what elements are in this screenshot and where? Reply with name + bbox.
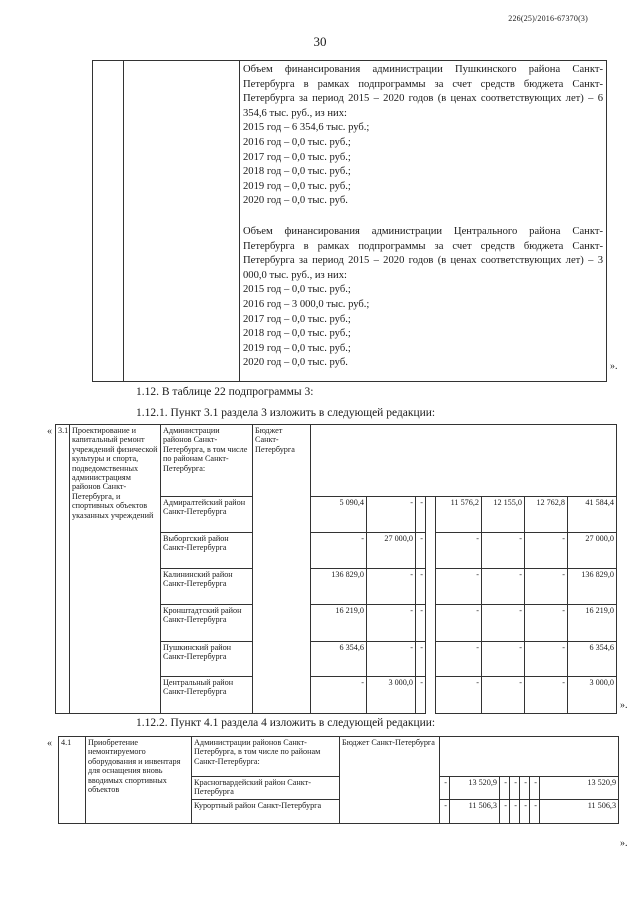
executor-header: Администрации районов Санкт-Петербурга, в том числе по районам Санкт-Петербурга: <box>192 737 340 777</box>
blank-cell <box>426 677 436 714</box>
value-cell: - <box>525 533 568 569</box>
value-cell: - <box>436 642 482 677</box>
district-cell: Калининский район Санкт-Петербурга <box>161 569 253 605</box>
value-cell: - <box>482 533 525 569</box>
value-cell: - <box>416 677 426 714</box>
item-number: 3.1 <box>56 425 70 714</box>
district-cell: Выборгский район Санкт-Петербурга <box>161 533 253 569</box>
value-cell: 11 506,3 <box>540 800 619 824</box>
funding-source: Бюджет Санкт-Петербурга <box>340 737 440 824</box>
district-cell: Кронштадтский район Санкт-Петербурга <box>161 605 253 642</box>
funding-year-line: 2020 год – 0,0 тыс. руб. <box>243 195 348 207</box>
funding-block-pushkinsky <box>243 63 603 209</box>
value-cell: - <box>367 642 416 677</box>
value-cell: 136 829,0 <box>568 569 617 605</box>
funding-year-line: 2019 год – 0,0 тыс. руб.; <box>243 180 351 192</box>
value-cell: - <box>530 800 540 824</box>
closing-quote: ». <box>620 838 628 849</box>
funding-year-line: 2016 год – 3 000,0 тыс. руб.; <box>243 298 370 310</box>
value-cell: 6 354,6 <box>311 642 367 677</box>
value-cell: - <box>525 677 568 714</box>
value-cell: 3 000,0 <box>367 677 416 714</box>
value-cell: 136 829,0 <box>311 569 367 605</box>
page-number: 30 <box>313 34 327 49</box>
value-cell: - <box>311 677 367 714</box>
funding-year-line: 2015 год – 0,0 тыс. руб.; <box>243 284 351 296</box>
blank-cell <box>311 425 617 497</box>
value-cell: - <box>482 677 525 714</box>
value-cell: 12 155,0 <box>482 497 525 533</box>
value-cell: - <box>482 605 525 642</box>
funding-year-line: 2015 год – 6 354,6 тыс. руб.; <box>243 122 370 134</box>
value-cell: 6 354,6 <box>568 642 617 677</box>
value-cell: - <box>482 642 525 677</box>
value-cell: - <box>311 533 367 569</box>
funding-paragraph: Объем финансирования администрации Центрального района Санкт-Петербурга в рамках подпрограммы за счет средств бюджета Санкт-Петербурга за период 2015 – 2020 годов (в ценах соответствующих лет) – 3 000,0 тыс. руб., из них: <box>243 226 603 281</box>
value-cell: - <box>525 605 568 642</box>
executor-header: Администрации районов Санкт-Петербурга, в том числе по районам Санкт-Петербурга: <box>161 425 253 497</box>
blank-cell <box>426 497 436 533</box>
value-cell: - <box>500 800 510 824</box>
paragraph-1-12: 1.12. В таблице 22 подпрограммы 3: <box>136 386 314 398</box>
table-item-3-1 <box>55 424 617 714</box>
funding-year-line: 2016 год – 0,0 тыс. руб.; <box>243 136 351 148</box>
value-cell: 16 219,0 <box>568 605 617 642</box>
value-cell: - <box>436 605 482 642</box>
blank-cell <box>426 569 436 605</box>
value-cell: - <box>525 642 568 677</box>
blank-cell <box>426 642 436 677</box>
value-cell: - <box>440 777 450 800</box>
column-divider <box>239 61 240 381</box>
district-cell: Адмиралтейский район Санкт-Петербурга <box>161 497 253 533</box>
closing-quote: ». <box>610 361 618 372</box>
blank-cell <box>426 533 436 569</box>
table-item-4-1 <box>58 736 619 824</box>
value-cell: 11 506,3 <box>450 800 500 824</box>
value-cell: 3 000,0 <box>568 677 617 714</box>
value-cell: - <box>416 605 426 642</box>
value-cell: 27 000,0 <box>367 533 416 569</box>
value-cell: - <box>367 605 416 642</box>
opening-quote: « <box>47 426 52 437</box>
value-cell: 5 090,4 <box>311 497 367 533</box>
value-cell: - <box>416 497 426 533</box>
funding-year-line: 2018 год – 0,0 тыс. руб.; <box>243 328 351 340</box>
value-cell: 11 576,2 <box>436 497 482 533</box>
document-number: 226(25)/2016-67370(3) <box>508 14 588 23</box>
district-cell: Центральный район Санкт-Петербурга <box>161 677 253 714</box>
column-divider <box>123 61 124 381</box>
district-cell: Курортный район Санкт-Петербурга <box>192 800 340 824</box>
value-cell: - <box>367 497 416 533</box>
funding-year-line: 2017 год – 0,0 тыс. руб.; <box>243 151 351 163</box>
value-cell: - <box>416 533 426 569</box>
opening-quote: « <box>47 738 52 749</box>
value-cell: 13 520,9 <box>450 777 500 800</box>
district-cell: Пушкинский район Санкт-Петербурга <box>161 642 253 677</box>
funding-year-line: 2018 год – 0,0 тыс. руб.; <box>243 166 351 178</box>
funding-block-centralny <box>243 225 603 371</box>
value-cell: 12 762,8 <box>525 497 568 533</box>
paragraph-1-12-2: 1.12.2. Пункт 4.1 раздела 4 изложить в следующей редакции: <box>136 717 436 729</box>
funding-source: Бюджет Санкт-Петербурга <box>253 425 311 714</box>
value-cell: - <box>482 569 525 605</box>
value-cell: - <box>416 642 426 677</box>
value-cell: - <box>525 569 568 605</box>
funding-paragraph: Объем финансирования администрации Пушкинского района Санкт-Петербурга в рамках подпрограммы за счет средств бюджета Санкт-Петербурга за период 2015 – 2020 годов (в ценах соответствующих лет) – 6 354,6 тыс. руб., из них: <box>243 64 603 119</box>
value-cell: 41 584,4 <box>568 497 617 533</box>
blank-cell <box>440 737 619 777</box>
item-number: 4.1 <box>59 737 86 824</box>
paragraph-1-12-1: 1.12.1. Пункт 3.1 раздела 3 изложить в следующей редакции: <box>136 407 436 419</box>
closing-quote: ». <box>620 700 628 711</box>
value-cell: 16 219,0 <box>311 605 367 642</box>
value-cell: - <box>520 777 530 800</box>
funding-year-line: 2020 год – 0,0 тыс. руб. <box>243 357 348 369</box>
funding-table <box>92 60 607 382</box>
value-cell: 13 520,9 <box>540 777 619 800</box>
value-cell: - <box>500 777 510 800</box>
value-cell: - <box>530 777 540 800</box>
funding-year-line: 2019 год – 0,0 тыс. руб.; <box>243 342 351 354</box>
value-cell: - <box>440 800 450 824</box>
item-description: Проектирование и капитальный ремонт учреждений физической культуры и спорта, подведомственных администрациям районов Санкт-Петербурга, и спортивных объектов указанных учреждений <box>70 425 161 714</box>
value-cell: - <box>510 800 520 824</box>
value-cell: 27 000,0 <box>568 533 617 569</box>
blank-cell <box>426 605 436 642</box>
value-cell: - <box>436 569 482 605</box>
value-cell: - <box>436 677 482 714</box>
value-cell: - <box>416 569 426 605</box>
value-cell: - <box>510 777 520 800</box>
funding-year-line: 2017 год – 0,0 тыс. руб.; <box>243 313 351 325</box>
district-cell: Красногвардейский район Санкт-Петербурга <box>192 777 340 800</box>
value-cell: - <box>520 800 530 824</box>
value-cell: - <box>436 533 482 569</box>
item-description: Приобретение немонтируемого оборудования и инвентаря для оснащения вновь вводимых спортивных объектов <box>86 737 192 824</box>
value-cell: - <box>367 569 416 605</box>
